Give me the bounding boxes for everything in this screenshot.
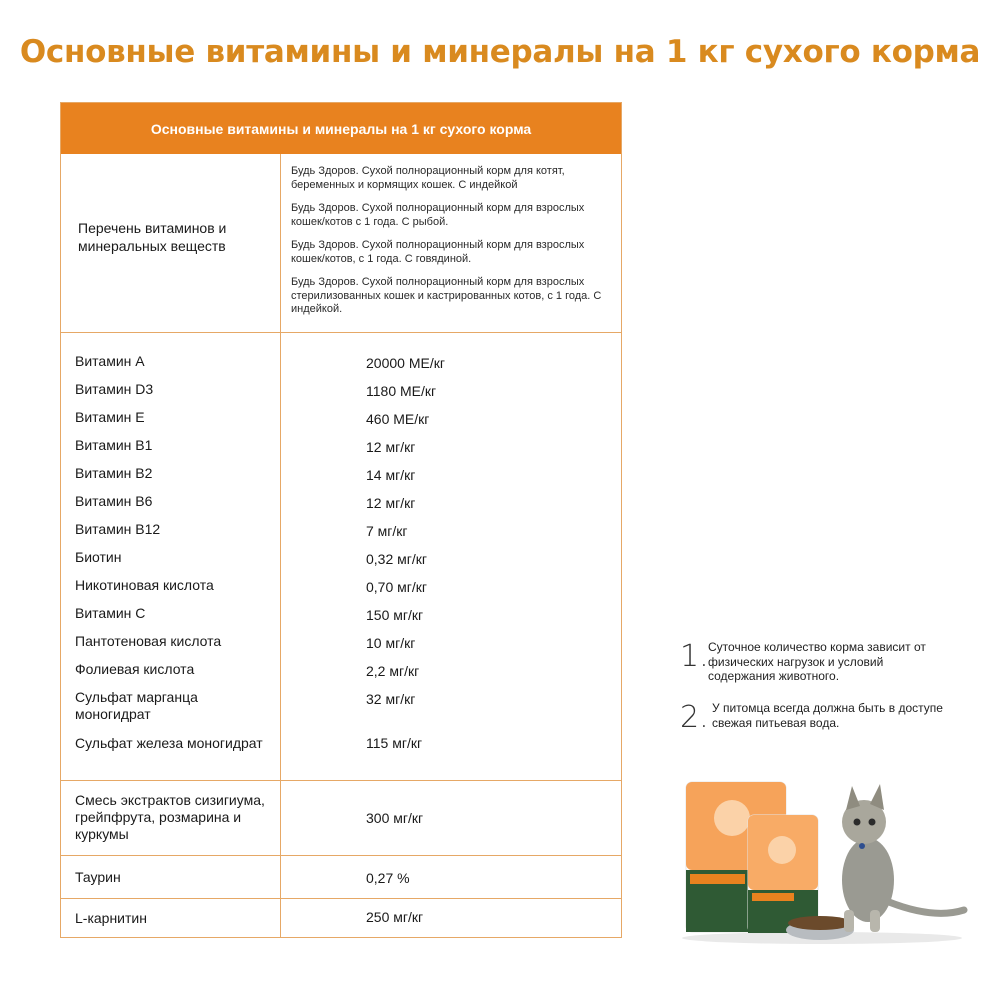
taurine-name: Таурин — [75, 869, 121, 885]
product-list — [291, 165, 621, 327]
nutrient-value: 1180 МЕ/кг — [366, 383, 437, 399]
extracts-name: Смесь экстрактов сизигиума, грейпфрута, розмарина и куркумы — [75, 792, 265, 842]
nutrient-value: 0,32 мг/кг — [366, 551, 427, 567]
nutrient-name: Витамин А — [75, 353, 145, 369]
nutrient-name: Витамин В1 — [75, 437, 153, 453]
extracts-value: 300 мг/кг — [366, 810, 424, 826]
product-illustration — [672, 770, 972, 945]
note-number: 2. — [680, 700, 709, 735]
row-divider — [61, 332, 621, 333]
nutrient-name: Витамин С — [75, 605, 146, 621]
note-text: У питомца всегда должна быть в доступе свежая питьевая вода. — [712, 701, 943, 730]
carnitine-name: L-карнитин — [75, 910, 147, 926]
product-description: Будь Здоров. Сухой полнорационный корм для взрослых стерилизованных кошек и кастрированных котов, с 1 года. С индейкой. — [291, 276, 602, 315]
page-title: Основные витамины и минералы на 1 кг сухого корма — [19, 34, 981, 70]
product-photo — [672, 770, 972, 945]
list-label: Перечень витаминов и минеральных веществ — [78, 220, 227, 254]
table-header: Основные витамины и минералы на 1 кг сухого корма — [61, 103, 621, 154]
nutrient-value: 12 мг/кг — [366, 495, 416, 511]
row-divider — [61, 898, 621, 899]
taurine-value: 0,27 % — [366, 870, 410, 886]
nutrient-name: Витамин В6 — [75, 493, 153, 509]
note-number: 1. — [680, 639, 709, 674]
product-description: Будь Здоров. Сухой полнорационный корм для взрослых кошек/котов, с 1 года. С говядиной. — [291, 239, 585, 265]
nutrient-name: Никотиновая кислота — [75, 577, 214, 593]
nutrient-name: Сульфат марганца моногидрат — [75, 689, 198, 722]
nutrient-name: Пантотеновая кислота — [75, 633, 222, 649]
nutrient-name: Витамин D3 — [75, 381, 154, 397]
note-text: Суточное количество корма зависит от физических нагрузок и условий содержания животного. — [708, 640, 926, 683]
nutrient-value: 20000 МЕ/кг — [366, 355, 445, 371]
nutrient-value: 460 МЕ/кг — [366, 411, 430, 427]
nutrient-value: 115 мг/кг — [366, 735, 423, 751]
carnitine-value: 250 мг/кг — [366, 909, 424, 925]
nutrient-name: Биотин — [75, 549, 122, 565]
nutrient-value: 7 мг/кг — [366, 523, 408, 539]
nutrient-name: Витамин В12 — [75, 521, 161, 537]
nutrient-value: 12 мг/кг — [366, 439, 416, 455]
product-description: Будь Здоров. Сухой полнорационный корм для взрослых кошек/котов с 1 года. С рыбой. — [291, 202, 585, 228]
nutrient-value: 150 мг/кг — [366, 607, 424, 623]
nutrient-value: 10 мг/кг — [366, 635, 416, 651]
product-description: Будь Здоров. Сухой полнорационный корм для котят, беременных и кормящих кошек. С индейкой — [291, 165, 565, 191]
nutrient-value: 14 мг/кг — [366, 467, 416, 483]
column-divider — [280, 154, 281, 938]
row-divider — [61, 780, 621, 781]
nutrient-name: Сульфат железа моногидрат — [75, 735, 263, 751]
nutrient-value: 32 мг/кг — [366, 691, 416, 707]
nutrient-value: 0,70 мг/кг — [366, 579, 427, 595]
nutrient-name: Витамин В2 — [75, 465, 153, 481]
row-divider — [61, 855, 621, 856]
nutrient-name: Фолиевая кислота — [75, 661, 195, 677]
nutrient-name: Витамин Е — [75, 409, 145, 425]
nutrient-table — [60, 102, 622, 938]
nutrient-value: 2,2 мг/кг — [366, 663, 420, 679]
